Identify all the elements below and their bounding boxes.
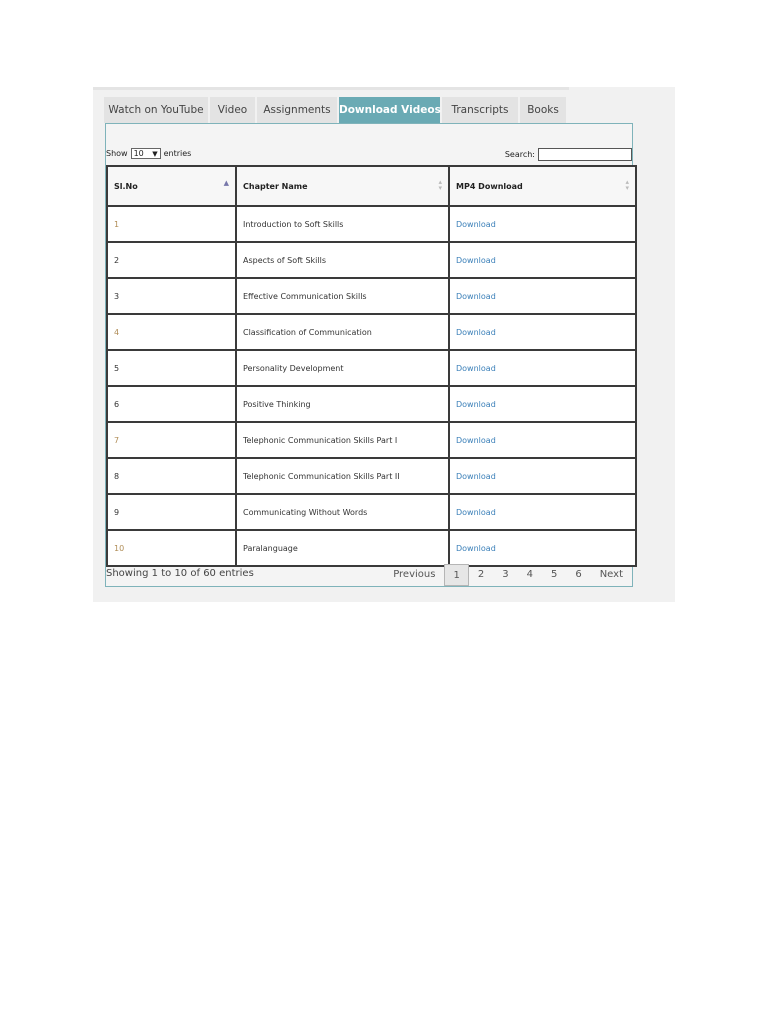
page-button-5[interactable]: 5 xyxy=(550,569,558,580)
chapter-name: Introduction to Soft Skills xyxy=(236,206,449,242)
table-row xyxy=(107,350,636,386)
download-link[interactable]: Download xyxy=(456,363,496,373)
table-row xyxy=(107,242,636,278)
column-header-mp4-download[interactable] xyxy=(449,166,636,206)
page-button-4[interactable]: 4 xyxy=(526,569,533,580)
table-row xyxy=(107,530,636,566)
row-number: 9 xyxy=(107,494,236,530)
download-cell xyxy=(449,242,636,278)
chapter-name: Telephonic Communication Skills Part I xyxy=(236,422,449,458)
download-cell xyxy=(449,314,636,350)
download-link[interactable]: Download xyxy=(456,291,496,301)
row-number: 6 xyxy=(107,386,236,422)
page-button-3[interactable]: 3 xyxy=(502,569,509,580)
download-cell xyxy=(449,350,636,386)
column-header-label: Chapter Name xyxy=(243,181,308,191)
table-info xyxy=(106,568,254,579)
tab-books[interactable]: Books xyxy=(520,97,566,123)
chapter-name: Telephonic Communication Skills Part II xyxy=(236,458,449,494)
search-control xyxy=(505,148,632,161)
info-end: 10 xyxy=(174,568,188,579)
tab-download-videos[interactable]: Download Videos xyxy=(339,97,440,123)
table-row xyxy=(107,314,636,350)
info-start: 1 xyxy=(151,568,159,579)
info-suffix: entries xyxy=(219,568,254,579)
row-number: 5 xyxy=(107,350,236,386)
page-length-control xyxy=(106,148,191,159)
info-to: to xyxy=(161,568,172,579)
download-cell xyxy=(449,206,636,242)
column-header-slno[interactable] xyxy=(107,166,236,206)
tab-watch-on-youtube[interactable]: Watch on YouTube xyxy=(104,97,208,123)
row-number: 3 xyxy=(107,278,236,314)
column-header-label: MP4 Download xyxy=(456,181,523,191)
row-number: 7 xyxy=(107,422,236,458)
course-panel xyxy=(93,87,675,602)
info-of: of xyxy=(190,568,200,579)
table-row xyxy=(107,278,636,314)
table-row xyxy=(107,422,636,458)
page-button-6[interactable]: 6 xyxy=(575,569,582,580)
download-cell xyxy=(449,458,636,494)
chapters-table xyxy=(106,165,637,567)
page-length-select[interactable] xyxy=(131,148,161,159)
row-number: 8 xyxy=(107,458,236,494)
tab-assignments[interactable]: Assignments xyxy=(257,97,337,123)
sort-both-icon: ▴ ▾ xyxy=(625,178,629,192)
column-header-label: Sl.No xyxy=(114,181,138,191)
tab-content xyxy=(105,123,633,587)
download-cell xyxy=(449,494,636,530)
panel-top-divider xyxy=(93,87,569,90)
table-header-row xyxy=(107,166,636,206)
chapter-name: Classification of Communication xyxy=(236,314,449,350)
tab-video[interactable]: Video xyxy=(210,97,255,123)
download-cell xyxy=(449,530,636,566)
page-button-1[interactable]: 1 xyxy=(444,564,468,586)
search-label: Search: xyxy=(504,150,535,159)
table-row xyxy=(107,206,636,242)
download-link[interactable]: Download xyxy=(456,219,496,229)
info-total: 60 xyxy=(203,568,216,579)
table-row xyxy=(107,386,636,422)
pagination xyxy=(384,564,632,586)
download-link[interactable]: Download xyxy=(456,399,496,409)
length-suffix: entries xyxy=(163,149,192,158)
download-link[interactable]: Download xyxy=(456,471,496,481)
download-cell xyxy=(449,386,636,422)
download-link[interactable]: Download xyxy=(456,327,496,337)
search-input[interactable] xyxy=(538,148,632,161)
table-row xyxy=(107,458,636,494)
download-cell xyxy=(449,422,636,458)
sort-both-icon: ▴ ▾ xyxy=(438,178,442,192)
table-row xyxy=(107,494,636,530)
chevron-down-icon: ▼ xyxy=(152,150,158,158)
tab-transcripts[interactable]: Transcripts xyxy=(442,97,518,123)
next-button[interactable]: Next xyxy=(599,569,623,580)
column-header-chapter-name[interactable] xyxy=(236,166,449,206)
download-link[interactable]: Download xyxy=(456,543,496,553)
chapter-name: Effective Communication Skills xyxy=(236,278,449,314)
download-link[interactable]: Download xyxy=(456,507,496,517)
row-number: 10 xyxy=(107,530,236,566)
sort-ascending-icon: ▲ xyxy=(223,179,229,187)
download-link[interactable]: Download xyxy=(456,435,496,445)
chapter-name: Paralanguage xyxy=(236,530,449,566)
length-prefix: Show xyxy=(106,149,128,158)
row-number: 1 xyxy=(107,206,236,242)
row-number: 2 xyxy=(107,242,236,278)
previous-button[interactable]: Previous xyxy=(393,569,436,580)
chapter-name: Communicating Without Words xyxy=(236,494,449,530)
row-number: 4 xyxy=(107,314,236,350)
page-button-2[interactable]: 2 xyxy=(477,569,485,580)
info-prefix: Showing xyxy=(106,568,149,579)
page-length-value: 10 xyxy=(133,149,144,158)
chapter-name: Aspects of Soft Skills xyxy=(236,242,449,278)
download-link[interactable]: Download xyxy=(456,255,496,265)
chapter-name: Positive Thinking xyxy=(236,386,449,422)
download-cell xyxy=(449,278,636,314)
chapter-name: Personality Development xyxy=(236,350,449,386)
